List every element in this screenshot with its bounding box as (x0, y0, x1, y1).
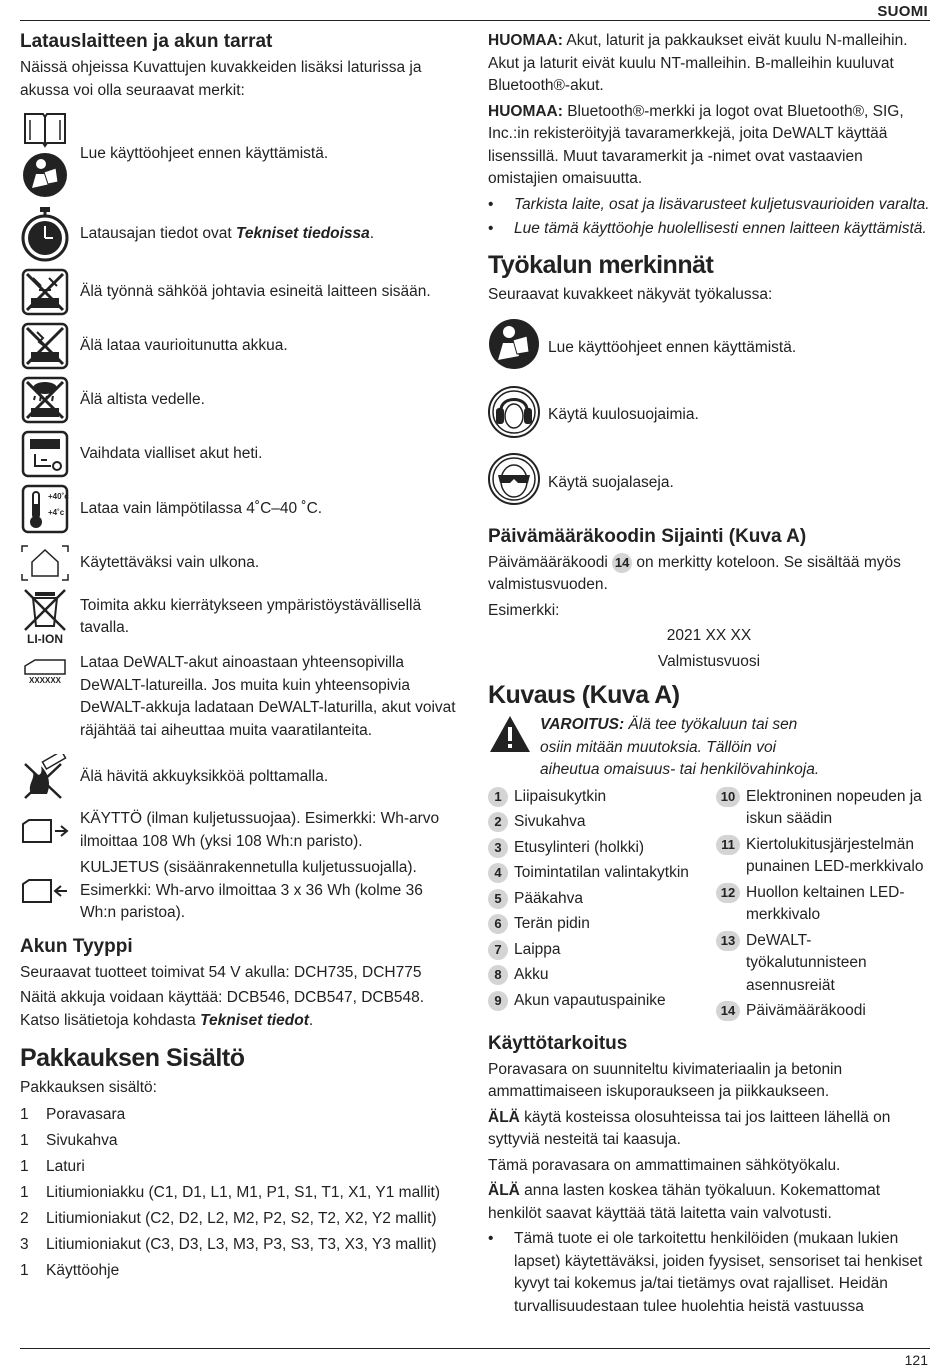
symbol-row (20, 430, 460, 478)
date-code-badge: 14 (612, 553, 632, 573)
specs-reference: Tekniset tiedoissa (235, 224, 370, 242)
symbol-row (20, 754, 460, 800)
symbol-row (20, 588, 460, 646)
bullet-text: Lue tämä käyttöohje huolellisesti ennen laitteen käyttämistä. (514, 220, 927, 237)
warning-text (540, 714, 830, 782)
part-number: 12 (716, 883, 740, 903)
part-label: Pääkahva (514, 889, 583, 907)
item-name: Litiumioniakut (C2, D2, L2, M2, P2, S2, T2, X2, Y2 mallit) (46, 1210, 437, 1228)
item-name: Poravasara (46, 1106, 126, 1124)
symbol-row (20, 110, 460, 198)
list-item (20, 1103, 460, 1129)
symbol-text: KULJETUS (sisäänrakennetulla kuljetussuojalla). Esimerkki: Wh-arvo ilmoittaa 3 x 36 Wh (kolme 36 Wh:n paristoa). (80, 859, 423, 921)
list-item (488, 964, 716, 987)
replace-defective-icon (20, 430, 70, 478)
eye-protection-icon (488, 453, 542, 513)
part-label: Huollon keltainen LED-merkkivalo (746, 883, 905, 923)
no-water-icon (20, 376, 70, 424)
part-label: Liipaisukytkin (514, 787, 607, 805)
symbol-text: Vaihdata vialliset akut heti. (80, 444, 263, 462)
left-column (20, 30, 460, 1285)
read-manual-icon (20, 110, 70, 198)
symbol-row (20, 376, 460, 424)
intended-use-heading: Käyttötarkoitus (488, 1032, 628, 1054)
part-number: 9 (488, 991, 508, 1011)
symbol-text: Käytettäväksi vain ulkona. (80, 553, 260, 571)
tool-marks-heading: Työkalun merkinnät (488, 250, 714, 279)
text-part: on merkitty koteloon. Se sisältää myös valmistusvuoden. (488, 553, 901, 593)
symbol-text: Älä hävitä akkuyksikköä polttamalla. (80, 767, 329, 785)
example-caption: Valmistusvuosi (657, 652, 761, 670)
part-label: Elektroninen nopeuden ja iskun säädin (746, 787, 922, 827)
list-item (716, 1000, 930, 1023)
list-item (488, 888, 716, 911)
list-item (20, 1207, 460, 1233)
part-label: Laippa (514, 940, 561, 958)
tool-marks-intro: Seuraavat kuvakkeet näkyvät työkalussa: (488, 285, 773, 303)
item-qty: 2 (20, 1210, 29, 1228)
symbol-text: Käytä kuulosuojaimia. (548, 406, 699, 423)
text-part: Päivämääräkoodi (488, 553, 613, 571)
symbol-row (20, 544, 460, 582)
list-item (716, 834, 930, 879)
symbol-text (80, 223, 460, 246)
text-part: . (308, 1011, 314, 1029)
item-qty: 1 (20, 1132, 29, 1150)
outdoor-only-icon (20, 544, 70, 582)
symbol-row (20, 857, 460, 925)
item-name: Litiumioniakut (C3, D3, L3, M3, P3, S3, T3, X3, Y3 mallit) (46, 1236, 437, 1254)
model-code-label: XXXXXX (28, 676, 61, 685)
part-label: Sivukahva (514, 813, 586, 830)
symbol-row (488, 453, 930, 513)
read-manual-icon (488, 318, 542, 378)
symbol-text: Älä lataa vaurioitunutta akkua. (80, 336, 288, 354)
symbol-row (20, 206, 460, 262)
intended-use-text: Tämä poravasara on ammattimainen sähkötyökalu. (488, 1156, 841, 1174)
item-qty: 1 (20, 1106, 29, 1124)
transport-mode-icon (20, 878, 70, 904)
package-intro: Pakkauksen sisältö: (20, 1079, 157, 1096)
labels-intro: Näissä ohjeissa Kuvattujen kuvakkeiden lisäksi laturissa ja akussa voi olla seuraavat merkit: (20, 59, 422, 99)
note-label: HUOMAA: (488, 102, 563, 120)
item-qty: 1 (20, 1158, 29, 1176)
symbol-row (20, 652, 460, 742)
symbol-text: Lataa DeWALT-akut ainoastaan yhteensopivilla DeWALT-latureilla. Jos muita kuin yhteensopivia DeWALT-akkuja ladataan DeWALT-laturilla, akut voivat räjähtää tai aiheuttaa muita vaaratilanteita. (80, 654, 456, 739)
note-text: Akut, laturit ja pakkaukset eivät kuulu N-malleihin. Akut ja laturit eivät kuulu NT-malleihin. B-malleihin kuuluvat Bluetooth®-akut. (488, 32, 908, 94)
symbol-row (488, 318, 930, 378)
list-item (488, 786, 716, 809)
no-incinerate-icon (20, 754, 70, 800)
symbol-row (488, 386, 930, 446)
example-label: Esimerkki: (488, 601, 560, 619)
temp-high-label: +40˚c (48, 492, 69, 501)
no-conductive-objects-icon (20, 268, 70, 316)
symbol-text: Lue käyttöohjeet ennen käyttämistä. (548, 338, 797, 356)
item-name: Litiumioniakku (C1, D1, L1, M1, P1, S1, T1, X1, Y1 mallit) (46, 1184, 440, 1202)
bullet-item: • Tämä tuote ei ole tarkoitettu henkilöiden (mukaan lukien lapset) käytettäväksi, joiden fyysiset, sensoriset tai henkiset kyvyt tai kokemus ja/tai tietämys ovat rajalliset. Heidän turvallisuudestaan tulee huolehtia heistä vastuussa (488, 1228, 930, 1318)
part-label: Akun vapautuspainike (514, 991, 666, 1009)
part-number: 3 (488, 838, 508, 858)
recycle-bin-icon (20, 588, 70, 646)
footer-rule (20, 1348, 930, 1349)
part-label: Toimintatilan valintakytkin (514, 864, 689, 881)
symbol-row (20, 484, 460, 534)
page-number: 121 (904, 1352, 928, 1368)
part-number: 7 (488, 940, 508, 960)
list-item (488, 939, 716, 962)
compatible-charger-icon (20, 652, 70, 686)
warning-label: VAROITUS: (540, 716, 625, 733)
list-item (20, 1259, 460, 1285)
right-column (488, 30, 930, 1320)
part-label: DeWALT-työkalutunnisteen asennusreiät (746, 931, 867, 994)
warning-body: Älä tee työkaluun tai sen osiin mitään muutoksia. Tällöin voi aiheutua omaisuus- tai henkilövahinkoja. (540, 716, 820, 778)
temperature-icon (20, 484, 70, 534)
part-number: 8 (488, 965, 508, 985)
ear-protection-icon (488, 386, 542, 446)
symbol-row (20, 808, 460, 853)
part-number: 5 (488, 889, 508, 909)
battery-type-heading: Akun Tyyppi (20, 935, 133, 957)
symbol-text-part: Latausajan tiedot ovat (80, 224, 236, 242)
note-label: HUOMAA: (488, 32, 563, 49)
list-item (716, 882, 930, 927)
date-code-heading: Päivämääräkoodin Sijainti (Kuva A) (488, 525, 807, 547)
list-item (488, 913, 716, 936)
warning-block (488, 714, 930, 782)
symbol-text: Toimita akku kierrätykseen ympäristöystävällisellä tavalla. (80, 596, 422, 636)
list-item (20, 1155, 460, 1181)
symbol-text: Lue käyttöohjeet ennen käyttämistä. (80, 144, 329, 162)
symbol-text: Lataa vain lämpötilassa 4˚C–40 ˚C. (80, 499, 323, 517)
note-paragraph (488, 30, 930, 98)
part-number: 1 (488, 787, 508, 807)
bullet-text: Tämä tuote ei ole tarkoitettu henkilöiden (mukaan lukien lapset) käytettäväksi, joiden fyysiset, sensoriset tai henkiset kyvyt tai kokemus ja/tai tietämys ovat rajalliset. Heidän turvallisuudestaan tulee huolehtia heistä vastuussa (514, 1230, 923, 1315)
part-label: Akku (514, 966, 549, 983)
part-number: 6 (488, 914, 508, 934)
labels-heading: Latauslaitteen ja akun tarrat (20, 31, 273, 52)
part-number: 11 (716, 835, 740, 855)
symbol-text: Älä altista vedelle. (80, 390, 205, 408)
no-damaged-battery-icon (20, 322, 70, 370)
note-paragraph (488, 101, 930, 191)
item-qty: 1 (20, 1184, 29, 1202)
text-part: anna lasten koskea tähän työkaluun. Kokemattomat henkilöt saavat käyttää tätä laitetta vain valvotusti. (488, 1182, 881, 1222)
text-part: Näitä akkuja voidaan käyttää: DCB546, DCB547, DCB548. Katso lisätietoja kohdasta (20, 989, 425, 1029)
list-item (20, 1181, 460, 1207)
use-mode-icon (20, 818, 70, 844)
part-label: Päivämääräkoodi (746, 1002, 866, 1019)
emphasis-label: ÄLÄ (488, 1182, 520, 1199)
part-label: Etusylinteri (holkki) (514, 838, 645, 856)
part-number: 13 (716, 931, 740, 951)
list-item (20, 1129, 460, 1155)
list-item (716, 930, 930, 998)
note-text: Bluetooth®-merkki ja logot ovat Bluetooth®, SIG, Inc.:in rekisteröityjä tavaramerkkejä, joita DeWALT käyttää lisenssillä. Muut tavaramerkit ja -nimet ovat vastaavien omistajien omaisuutta. (488, 102, 904, 187)
list-item (488, 837, 716, 860)
date-code-text (488, 552, 930, 597)
specs-reference: Tekniset tiedot (200, 1011, 309, 1029)
header-rule (20, 20, 930, 21)
intended-use-text: Poravasara on suunniteltu kivimateriaalin ja betonin ammattimaiseen iskuporaukseen ja piikkaukseen. (488, 1060, 843, 1100)
intended-use-text (488, 1180, 930, 1225)
part-number: 2 (488, 812, 508, 832)
charge-time-icon (20, 206, 70, 262)
package-heading: Pakkauksen Sisältö (20, 1044, 245, 1072)
parts-list (488, 786, 930, 1026)
temp-low-label: +4˚c (48, 508, 65, 517)
bullet-item: • Lue tämä käyttöohje huolellisesti ennen laitteen käyttämistä. (488, 218, 930, 241)
bullet-item: • Tarkista laite, osat ja lisävarusteet kuljetusvaurioiden varalta. (488, 194, 930, 217)
list-item (716, 786, 930, 831)
parts-column (488, 786, 716, 1026)
item-qty: 1 (20, 1262, 29, 1280)
part-number: 4 (488, 863, 508, 883)
description-heading: Kuvaus (Kuva A) (488, 681, 680, 709)
item-name: Sivukahva (46, 1132, 118, 1150)
language-label: SUOMI (877, 3, 928, 20)
part-number: 10 (716, 787, 740, 807)
list-item (488, 811, 716, 834)
list-item (488, 990, 716, 1013)
part-label: Kiertolukitusjärjestelmän punainen LED-merkkivalo (746, 835, 924, 875)
part-number: 14 (716, 1001, 740, 1021)
symbol-row (20, 268, 460, 316)
list-item (20, 1233, 460, 1259)
emphasis-label: ÄLÄ (488, 1108, 520, 1126)
bullet-text: Tarkista laite, osat ja lisävarusteet kuljetusvaurioiden varalta. (514, 195, 930, 213)
item-name: Laturi (46, 1158, 85, 1176)
battery-type-text (20, 987, 460, 1032)
symbol-text: Älä työnnä sähköä johtavia esineitä laitteen sisään. (80, 282, 431, 300)
text-part: käytä kosteissa olosuhteissa tai jos laitteen lähellä on syttyviä nesteitä tai kaasuja. (488, 1108, 891, 1148)
example-value: 2021 XX XX (666, 627, 752, 644)
item-qty: 3 (20, 1236, 29, 1254)
symbol-row (20, 322, 460, 370)
symbol-text: Käytä suojalaseja. (548, 473, 674, 491)
symbol-text-part: . (369, 224, 375, 242)
intended-use-text (488, 1107, 930, 1152)
warning-icon (488, 714, 540, 782)
package-list (20, 1103, 460, 1285)
part-label: Terän pidin (514, 915, 590, 932)
parts-column (716, 786, 930, 1026)
symbol-text: KÄYTTÖ (ilman kuljetussuojaa). Esimerkki: Wh-arvo ilmoittaa 108 Wh (yksi 108 Wh:n paristo). (80, 810, 440, 850)
li-ion-label: LI-ION (27, 632, 63, 646)
battery-type-text: Seuraavat tuotteet toimivat 54 V akulla: DCH735, DCH775 (20, 963, 422, 981)
list-item (488, 862, 716, 885)
item-name: Käyttöohje (46, 1262, 120, 1280)
